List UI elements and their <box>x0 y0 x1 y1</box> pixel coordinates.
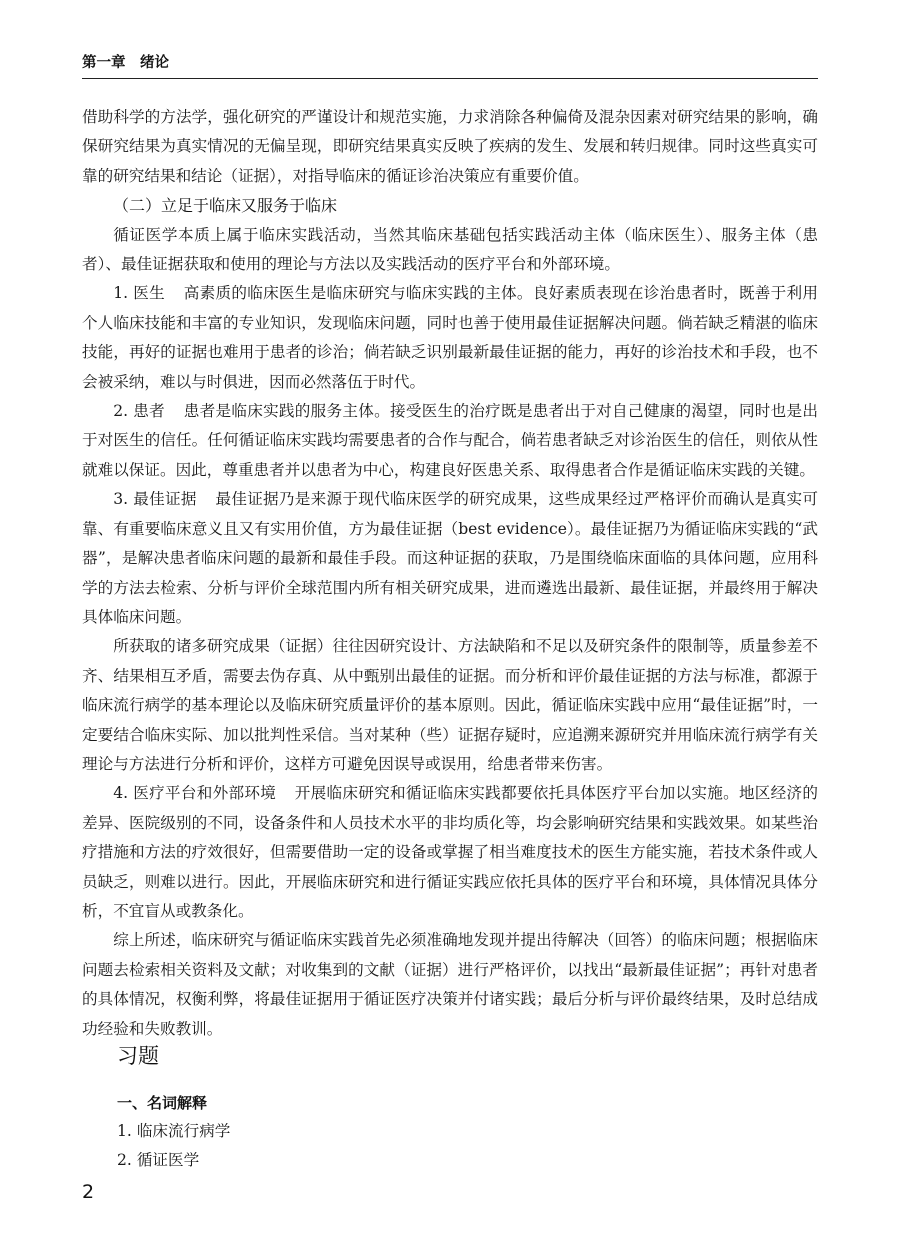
item-best-evidence <box>82 485 818 632</box>
item-best-evidence-text: 最佳证据乃是来源于现代临床医学的研究成果，这些成果经过严格评价而确认是真实可靠、有重要临床意义且又有实用价值，方为最佳证据（best evidence）。最佳证据乃为循证临床实践的“武器”，是解决患者临床问题的最新和最佳手段。而这种证据的获取，乃是围绕临床面临的具体问题，应用科学的方法去检索、分析与评价全球范围内所有相关研究成果，进而遴选出最新、最佳证据，并最终用于解决具体临床问题。 <box>82 490 818 626</box>
page-number: 2 <box>82 1181 95 1203</box>
item-best-evidence-label: 3. 最佳证据 <box>113 490 197 509</box>
paragraph-summary: 综上所述，临床研究与循证临床实践首先必须准确地发现并提出待解决（回答）的临床问题；根据临床问题去检索相关资料及文献；对收集到的文献（证据）进行严格评价，以找出“最新最佳证据”；再针对患者的具体情况，权衡利弊，将最佳证据用于循证医疗决策并付诸实践；最后分析与评价最终结果，及时总结成功经验和失败教训。 <box>82 931 818 1038</box>
item-platform <box>82 779 818 926</box>
question-list <box>117 1117 230 1175</box>
body-text <box>82 103 818 1044</box>
header-rule <box>82 78 818 79</box>
paragraph-evidence-appraisal: 所获取的诸多研究成果（证据）往往因研究设计、方法缺陷和不足以及研究条件的限制等，质量参差不齐、结果相互矛盾，需要去伪存真、从中甄别出最佳的证据。而分析和评价最佳证据的方法与标准，都源于临床流行病学的基本理论以及临床研究质量评价的基本原则。因此，循证临床实践中应用“最佳证据”时，一定要结合临床实际、加以批判性采信。当对某种（些）证据存疑时，应追溯来源研究并用临床流行病学有关理论与方法进行分析和评价，这样方可避免因误导或误用，给患者带来伤害。 <box>82 637 818 773</box>
paragraph-intro: 循证医学本质上属于临床实践活动，当然其临床基础包括实践活动主体（临床医生）、服务主体（患者）、最佳证据获取和使用的理论与方法以及实践活动的医疗平台和外部环境。 <box>82 225 818 274</box>
item-patient-label: 2. 患者 <box>113 402 166 421</box>
item-doctor-label: 1. 医生 <box>113 284 166 303</box>
item-platform-text: 开展临床研究和循证临床实践都要依托具体医疗平台加以实施。地区经济的差异、医院级别的不同，设备条件和人员技术水平的非均质化等，均会影响研究结果和实践效果。如某些治疗措施和方法的疗效很好，但需要借助一定的设备或掌握了相当难度技术的医生方能实施，若技术条件或人员缺乏，则难以进行。因此，开展临床研究和进行循证实践应依托具体的医疗平台和环境，具体情况具体分析，不宜盲从或教条化。 <box>82 784 818 920</box>
item-doctor-text: 高素质的临床医生是临床研究与临床实践的主体。良好素质表现在诊治患者时，既善于利用个人临床技能和丰富的专业知识，发现临床问题，同时也善于使用最佳证据解决问题。倘若缺乏精湛的临床技能，再好的证据也难用于患者的诊治；倘若缺乏识别最新最佳证据的能力，再好的诊治技术和手段，也不会被采纳，难以与时俱进，因而必然落伍于时代。 <box>82 284 818 391</box>
item-patient-text: 患者是临床实践的服务主体。接受医生的治疗既是患者出于对自己健康的渴望，同时也是出于对医生的信任。任何循证临床实践均需要患者的合作与配合，倘若患者缺乏对诊治医生的信任，则依从性就难以保证。因此，尊重患者并以患者为中心，构建良好医患关系、取得患者合作是循证临床实践的关键。 <box>82 402 818 479</box>
exercises-section-title: 一、名词解释 <box>117 1094 208 1112</box>
paragraph-continued: 借助科学的方法学，强化研究的严谨设计和规范实施，力求消除各种偏倚及混杂因素对研究结果的影响，确保研究结果为真实情况的无偏呈现，即研究结果真实反映了疾病的发生、发展和转归规律。同时这些真实可靠的研究结果和结论（证据），对指导临床的循证诊治决策应有重要价值。 <box>82 108 818 185</box>
running-head: 第一章 绪论 <box>82 55 169 71</box>
question-item: 1. 临床流行病学 <box>117 1122 231 1140</box>
question-item: 2. 循证医学 <box>117 1151 200 1169</box>
item-patient <box>82 397 818 485</box>
item-platform-label: 4. 医疗平台和外部环境 <box>113 784 277 803</box>
exercises-title: 习题 <box>117 1044 159 1068</box>
item-doctor <box>82 279 818 397</box>
section-subheading: （二）立足于临床又服务于临床 <box>113 196 338 216</box>
